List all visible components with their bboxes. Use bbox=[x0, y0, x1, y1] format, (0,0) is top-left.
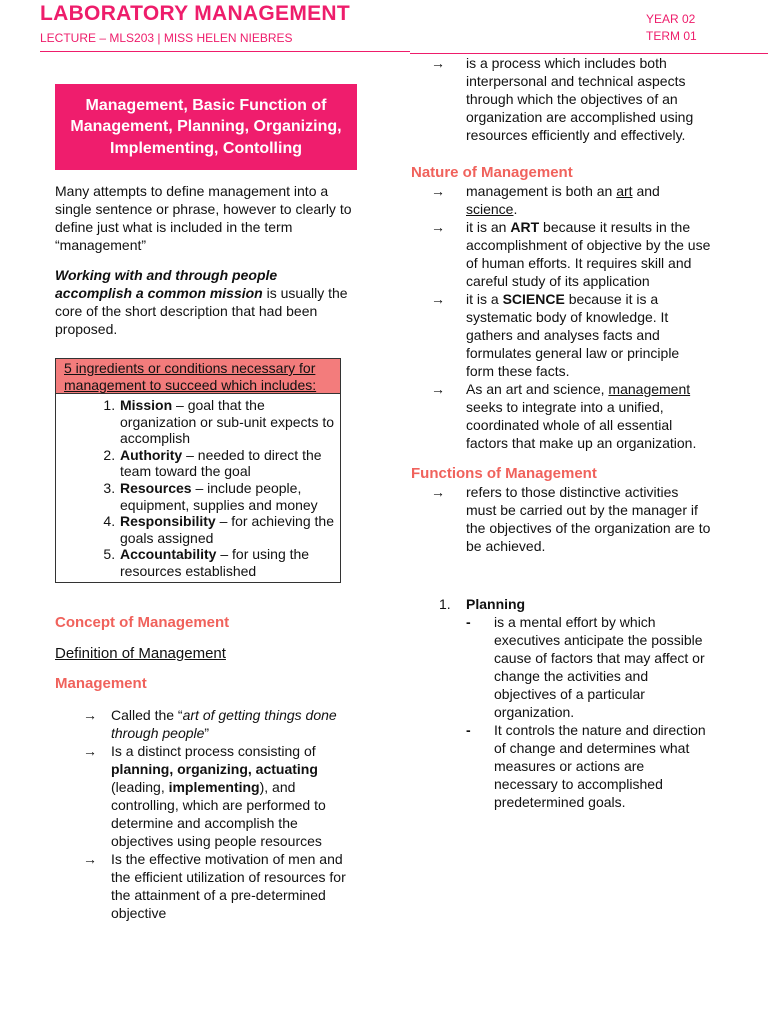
ingredients-box bbox=[55, 358, 341, 583]
list-item: 4. Responsibility – for achieving the goals assigned bbox=[119, 513, 336, 546]
left-column bbox=[55, 84, 357, 922]
nature-heading: Nature of Management bbox=[411, 164, 573, 181]
definition-heading: Definition of Management bbox=[55, 644, 226, 662]
list-item: → it is an ART because it results in the accomplishment of objective by the use of human efforts. It requires skill and careful study of its application bbox=[431, 219, 711, 289]
nature-list bbox=[411, 182, 711, 452]
ingredients-list bbox=[56, 394, 340, 582]
arrow-icon: → bbox=[83, 706, 97, 723]
topic-banner: Management, Basic Function of Management, Planning, Organizing, Implementing, Contolling bbox=[55, 84, 357, 170]
functions-heading: Functions of Management bbox=[411, 465, 597, 482]
mission-paragraph: Working with and through people accomplish a common mission is usually the core of the short description that had been proposed. bbox=[55, 267, 348, 337]
arrow-icon: → bbox=[431, 484, 445, 500]
arrow-icon: → bbox=[431, 219, 445, 235]
right-column bbox=[411, 54, 711, 811]
list-item: 2. Authority – needed to direct the team toward the goal bbox=[119, 447, 336, 480]
management-heading: Management bbox=[55, 674, 147, 692]
arrow-icon: → bbox=[83, 742, 97, 759]
year-label: YEAR 02 bbox=[646, 12, 696, 26]
list-item: 1. Mission – goal that the organization or sub-unit expects to accomplish bbox=[119, 397, 336, 447]
list-item: 5. Accountability – for using the resources established bbox=[119, 546, 336, 579]
arrow-icon: → bbox=[431, 381, 445, 397]
header-divider bbox=[40, 51, 410, 52]
document-title: LABORATORY MANAGEMENT bbox=[40, 2, 351, 25]
planning-section bbox=[411, 595, 711, 811]
ingredients-heading: 5 ingredients or conditions necessary for management to succeed which includes: bbox=[56, 359, 340, 394]
intro-paragraph: Many attempts to define management into a single sentence or phrase, however to clearly to define just what is included in the term “management” bbox=[55, 183, 352, 253]
arrow-icon: → bbox=[431, 183, 445, 199]
arrow-icon: → bbox=[431, 291, 445, 307]
list-item: → Is a distinct process consisting of planning, organizing, actuating (leading, implementing), and controlling, which are performed to determine and accomplish the objectives using people resources bbox=[83, 742, 326, 849]
process-list bbox=[411, 54, 711, 144]
planning-title: 1. Planning bbox=[439, 596, 526, 612]
functions-list bbox=[411, 483, 711, 555]
planning-point: - is a mental effort by which executives anticipate the possible cause of factors that may affect or change the activities and objectives of a particular organization. bbox=[466, 614, 705, 720]
list-item: → it is a SCIENCE because it is a systematic body of knowledge. It gathers and analyses facts and formulates general law or principle form these facts. bbox=[431, 291, 680, 379]
mission-phrase: Working with and through people accomplish a common mission bbox=[55, 267, 278, 301]
list-item: → Is the effective motivation of men and the efficient utilization of resources for the attainment of a pre-determined objective bbox=[83, 850, 346, 921]
list-item: → As an art and science, management seeks to integrate into a unified, coordinated whole of all essential factors that make up an organization. bbox=[431, 381, 697, 451]
list-item: → Called the “art of getting things done through people” bbox=[83, 706, 337, 741]
management-list bbox=[55, 706, 357, 922]
list-item: → is a process which includes both interpersonal and technical aspects through which the objectives of an organization are accomplished using resources efficiently and effectively. bbox=[431, 55, 694, 143]
list-item: → refers to those distinctive activities must be carried out by the manager if the objectives of the organization are to be achieved. bbox=[431, 484, 711, 554]
arrow-icon: → bbox=[431, 55, 445, 71]
concept-heading: Concept of Management bbox=[55, 613, 230, 631]
list-item: 3. Resources – include people, equipment, supplies and money bbox=[119, 480, 336, 513]
lecture-subtitle: LECTURE – MLS203 | MISS HELEN NIEBRES bbox=[40, 31, 293, 45]
arrow-icon: → bbox=[83, 850, 97, 867]
planning-point: - It controls the nature and direction of change and determines what measures or actions are necessary to accomplished predetermined goals. bbox=[466, 722, 706, 810]
term-label: TERM 01 bbox=[646, 29, 697, 43]
list-item: → management is both an art and science. bbox=[431, 183, 660, 217]
year-term bbox=[646, 11, 697, 45]
